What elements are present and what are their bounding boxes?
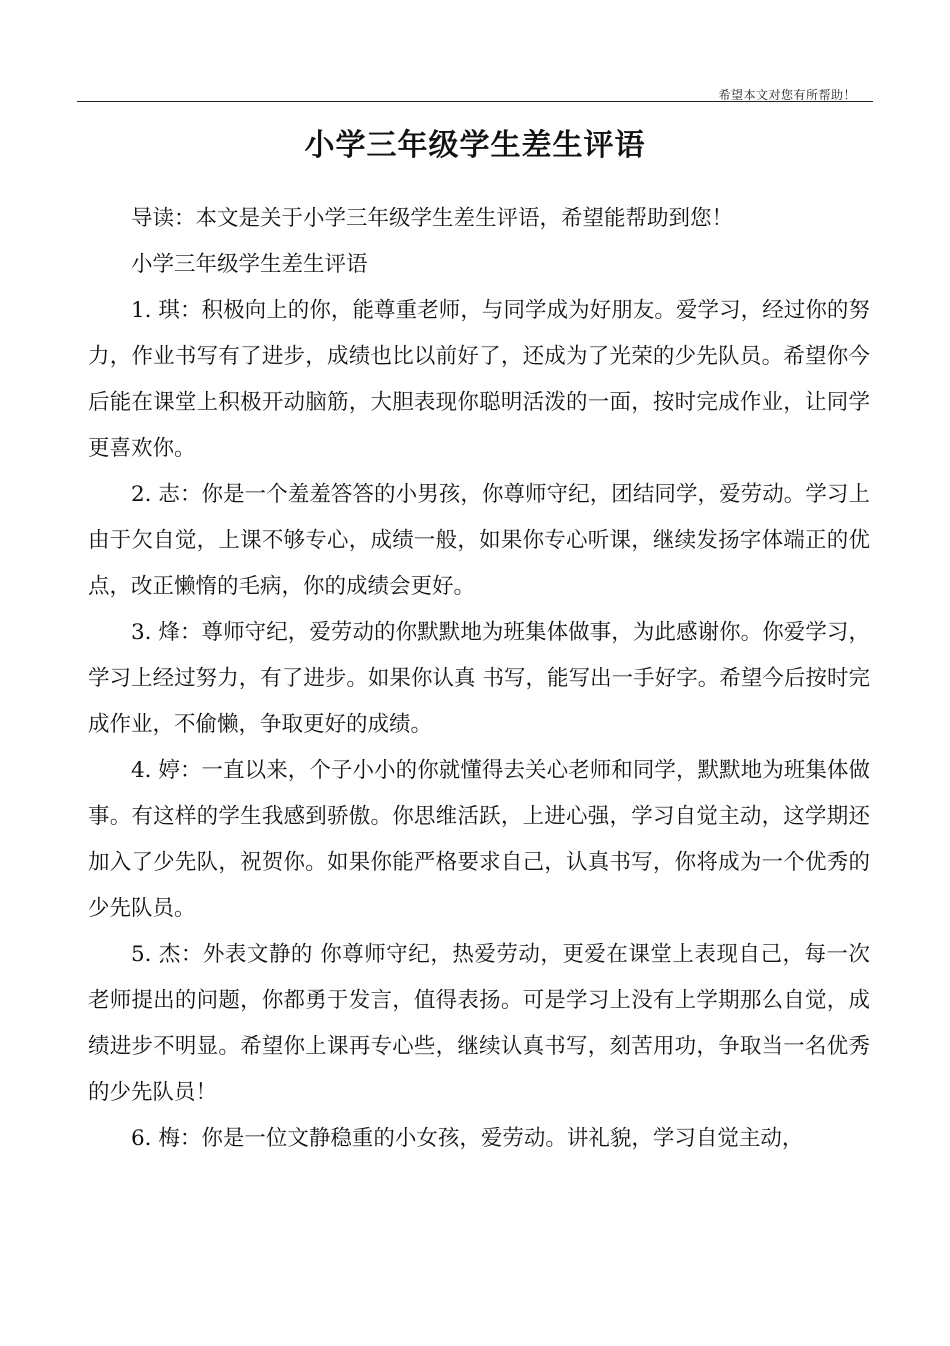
comment-paragraph-5: 5. 杰：外表文静的 你尊师守纪，热爱劳动，更爱在课堂上表现自己，每一次老师提出的问题，你都勇于发言，值得表扬。可是学习上没有上学期那么自觉，成绩进步不明显。希望你上课再专心些，继续认真书写，刻苦用功，争取当一名优秀的少先队员！: [88, 942, 870, 1105]
intro-paragraph: 导读：本文是关于小学三年级学生差生评语，希望能帮助到您！: [131, 206, 734, 231]
header-divider: [77, 101, 873, 102]
comment-paragraph-2: 2. 志：你是一个羞羞答答的小男孩，你尊师守纪，团结同学，爱劳动。学习上由于欠自觉，上课不够专心，成绩一般，如果你专心听课，继续发扬字体端正的优点，改正懒惰的毛病，你的成绩会更好。: [88, 482, 870, 599]
subtitle-paragraph: 小学三年级学生差生评语: [131, 252, 368, 277]
page-title: 小学三年级学生差生评语: [304, 128, 646, 163]
document-body: [88, 196, 870, 1162]
header-note: 希望本文对您有所帮助！: [718, 88, 856, 102]
comment-paragraph-3: 3. 烽：尊师守纪，爱劳动的你默默地为班集体做事，为此感谢你。你爱学习，学习上经过努力，有了进步。如果你认真 书写，能写出一手好字。希望今后按时完成作业，不偷懒，争取更好的成绩。: [88, 620, 870, 737]
comment-paragraph-4: 4. 婷：一直以来，个子小小的你就懂得去关心老师和同学，默默地为班集体做事。有这样的学生我感到骄傲。你思维活跃，上进心强，学习自觉主动，这学期还加入了少先队，祝贺你。如果你能严格要求自己，认真书写，你将成为一个优秀的少先队员。: [88, 758, 870, 921]
comment-paragraph-1: 1. 琪：积极向上的你，能尊重老师，与同学成为好朋友。爱学习，经过你的努力，作业书写有了进步，成绩也比以前好了，还成为了光荣的少先队员。希望你今后能在课堂上积极开动脑筋，大胆表现你聪明活泼的一面，按时完成作业，让同学更喜欢你。: [88, 298, 870, 461]
comment-paragraph-6: 6. 梅：你是一位文静稳重的小女孩，爱劳动。讲礼貌，学习自觉主动，: [131, 1126, 804, 1151]
